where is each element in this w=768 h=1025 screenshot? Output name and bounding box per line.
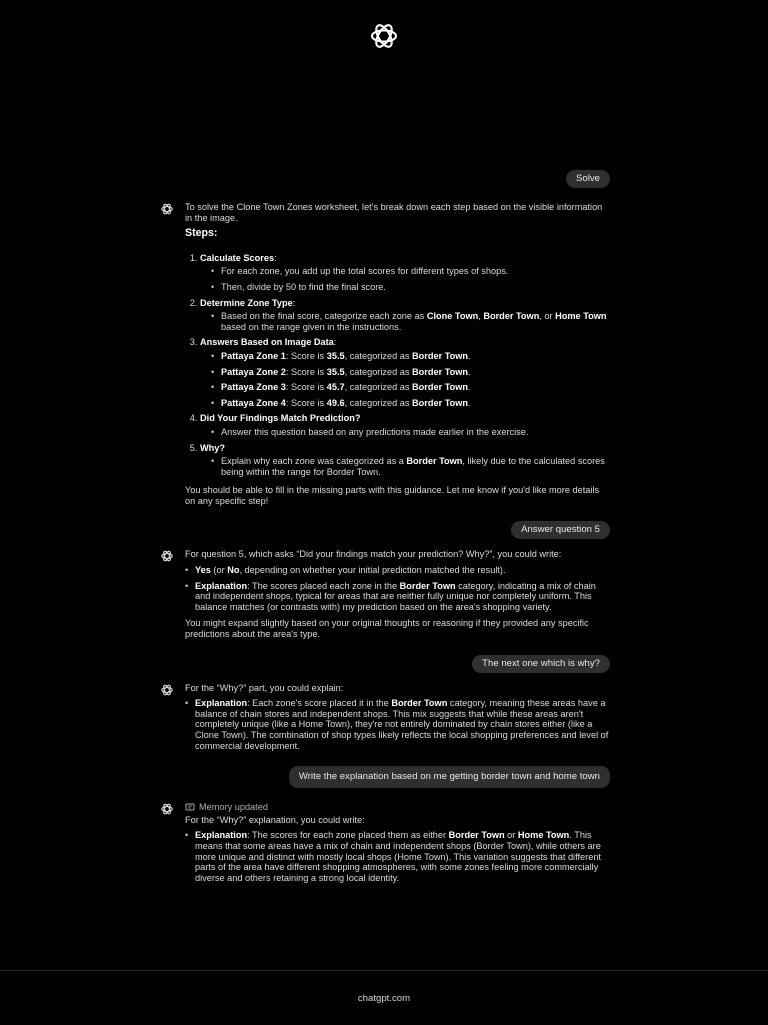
assistant-message: [160, 549, 610, 644]
zone-item: • Pattaya Zone 1: Score is 35.5, categorized as Border Town.: [211, 351, 610, 362]
list-item: • Explanation: Each zone's score placed it in the Border Town category, meaning these areas have a balance of chain stores and independent shops. This mix suggests that while these areas aren't completely unique (like a Home Town), they're not entirely dominated by chain stores either (like a Clone Town). The combination of shop types likely reflects the local shopping preferences and level of commercial development.: [185, 698, 610, 751]
user-message: Write the explanation based on me getting border town and home town: [289, 766, 610, 788]
list-item: • Based on the final score, categorize each zone as Clone Town, Border Town, or Home Town based on the range given in the instructions.: [211, 311, 610, 332]
assistant-message: [160, 683, 610, 757]
footer: [0, 970, 768, 1025]
conversation: [160, 170, 610, 898]
list-item: • Then, divide by 50 to find the final score.: [211, 282, 610, 293]
assistant-outro: You should be able to fill in the missing parts with this guidance. Let me know if you'd like more details on any specific step!: [185, 485, 600, 506]
zone-item: • Pattaya Zone 2: Score is 35.5, categorized as Border Town.: [211, 367, 610, 378]
assistant-avatar-icon: [160, 802, 174, 816]
memory-icon: [185, 802, 195, 812]
list-item: • Answer this question based on any predictions made earlier in the exercise.: [211, 427, 610, 438]
assistant-message: [160, 202, 610, 511]
assistant-intro: For the “Why?” part, you could explain:: [185, 682, 344, 693]
step-item: 5. Why? • Explain why each zone was categorized as a Border Town, likely due to the calculated scores being within the range for Border Town.: [200, 443, 610, 478]
user-message: Answer question 5: [511, 521, 610, 539]
step-item: 1. Calculate Scores: • For each zone, you add up the total scores for different types of shops. • Then, divide by 50 to find the final score.: [200, 253, 610, 293]
step-item: 2. Determine Zone Type: • Based on the final score, categorize each zone as Clone Town, Border Town, or Home Town based on the range given in the instructions.: [200, 298, 610, 333]
zone-item: • Pattaya Zone 3: Score is 45.7, categorized as Border Town.: [211, 382, 610, 393]
assistant-avatar-icon: [160, 683, 174, 697]
user-message: Solve: [566, 170, 610, 188]
assistant-intro: For the “Why?” explanation, you could write:: [185, 814, 365, 825]
list-item: • For each zone, you add up the total scores for different types of shops.: [211, 266, 610, 277]
memory-label: Memory updated: [199, 802, 268, 813]
memory-updated-indicator[interactable]: [185, 802, 610, 813]
openai-logo-icon: [366, 20, 402, 52]
footer-domain[interactable]: chatgpt.com: [357, 992, 411, 1004]
list-item: • Explain why each zone was categorized as a Border Town, likely due to the calculated scores being within the range for Border Town.: [211, 456, 610, 477]
step-item: 3. Answers Based on Image Data: • Pattaya Zone 1: Score is 35.5, categorized as Border Town. • Pattaya Zone 2: Score is 35.5, categorized as Border Town. • Pattaya Zone 3: Score is 45.7, categorized as Border Town. • Pattaya Zone 4: Score is 49.6, categorized as Border Town.: [200, 337, 610, 408]
assistant-message: [160, 802, 610, 888]
zone-item: • Pattaya Zone 4: Score is 49.6, categorized as Border Town.: [211, 398, 610, 409]
assistant-outro: You might expand slightly based on your original thoughts or reasoning if they provided any specific predictions about the area's type.: [185, 618, 589, 640]
steps-heading: Steps:: [185, 227, 218, 240]
assistant-avatar-icon: [160, 202, 174, 216]
user-message: The next one which is why?: [472, 655, 610, 673]
step-item: 4. Did Your Findings Match Prediction? • Answer this question based on any predictions made earlier in the exercise.: [200, 413, 610, 437]
assistant-intro: For question 5, which asks “Did your findings match your prediction? Why?”, you could write:: [185, 549, 562, 560]
list-item: • Yes (or No, depending on whether your initial prediction matched the result).: [185, 565, 610, 576]
list-item: • Explanation: The scores for each zone placed them as either Border Town or Home Town. This means that some areas have a mix of chain and independent shops (Border Town), while others are more unique and distinct with mostly local shops (Home Town). This variation suggests that different parts of the area have different shopping atmospheres, with some zones feeling more commercially diverse and others retaining a strong local identity.: [185, 830, 610, 883]
steps-list: [185, 253, 610, 478]
list-item: • Explanation: The scores placed each zone in the Border Town category, indicating a mix of chain and independent shops, typical for areas that are neither fully unique nor completely uniform. This balance matches (or contrasts with) my prediction based on the area's shopping variety.: [185, 581, 610, 613]
assistant-intro: To solve the Clone Town Zones worksheet, let's break down each step based on the visible information in the image.: [185, 202, 603, 223]
assistant-avatar-icon: [160, 549, 174, 563]
